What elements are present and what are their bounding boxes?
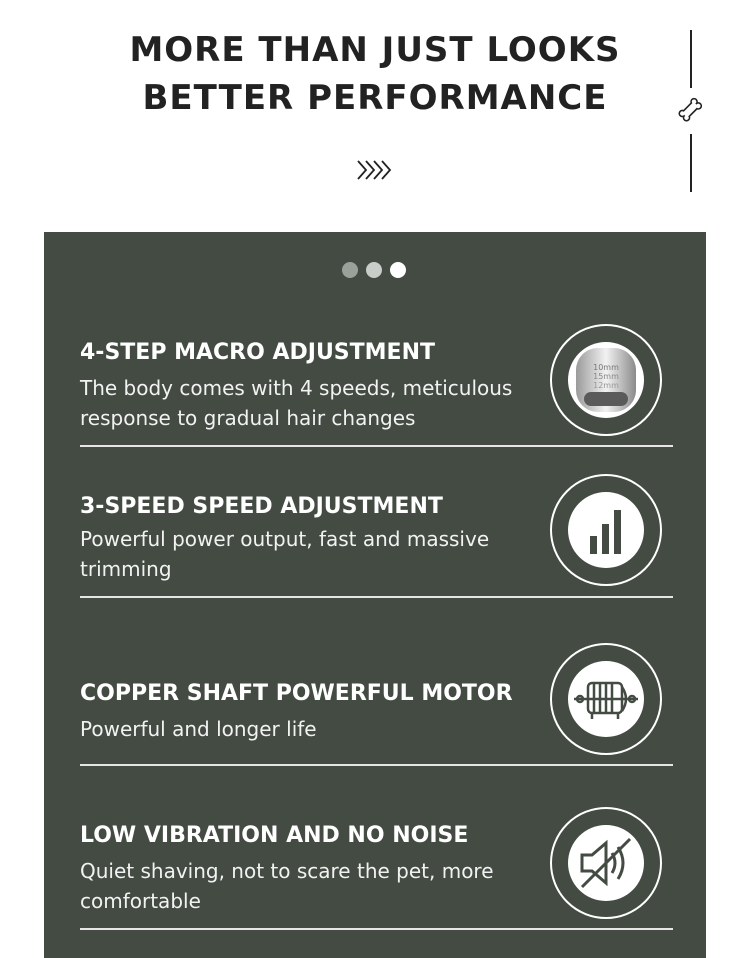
feature-item-adjustment [80,324,673,447]
feature-icon-ring [550,324,662,436]
mute-speaker-icon [568,825,644,901]
feature-title: COPPER SHAFT POWERFUL MOTOR [80,681,513,706]
feature-icon-ring [550,474,662,586]
bone-icon [676,94,706,124]
feature-item-noise [80,807,673,930]
signal-bars-icon [568,492,644,568]
carousel-dots [342,262,406,278]
headline-line-2: BETTER PERFORMANCE [142,78,608,118]
feature-title: 4-STEP MACRO ADJUSTMENT [80,340,435,365]
svg-text:12mm: 12mm [593,381,619,390]
feature-description: Powerful power output, fast and massive trimming [80,527,490,581]
side-divider-bottom [690,134,692,192]
headline [0,26,750,122]
headline-line-1: MORE THAN JUST LOOKS [129,30,621,70]
feature-title: 3-SPEED SPEED ADJUSTMENT [80,494,443,519]
feature-description: Powerful and longer life [80,717,317,741]
feature-icon-ring [550,807,662,919]
svg-text:15mm: 15mm [593,372,619,381]
feature-title: LOW VIBRATION AND NO NOISE [80,823,469,848]
svg-text:10mm: 10mm [593,363,619,372]
chevrons-right-icon [355,158,395,182]
feature-icon-ring [550,643,662,755]
feature-description: The body comes with 4 speeds, meticulous response to gradual hair changes [80,376,513,430]
motor-icon [568,661,644,737]
feature-description: Quiet shaving, not to scare the pet, more comfortable [80,859,494,913]
feature-item-speed [80,474,673,598]
adjustment-dial-icon [568,342,644,418]
side-divider-top [690,30,692,88]
feature-item-motor [80,643,673,766]
carousel-dot-3-active[interactable] [390,262,406,278]
carousel-dot-1[interactable] [342,262,358,278]
features-panel [44,232,706,958]
carousel-dot-2[interactable] [366,262,382,278]
